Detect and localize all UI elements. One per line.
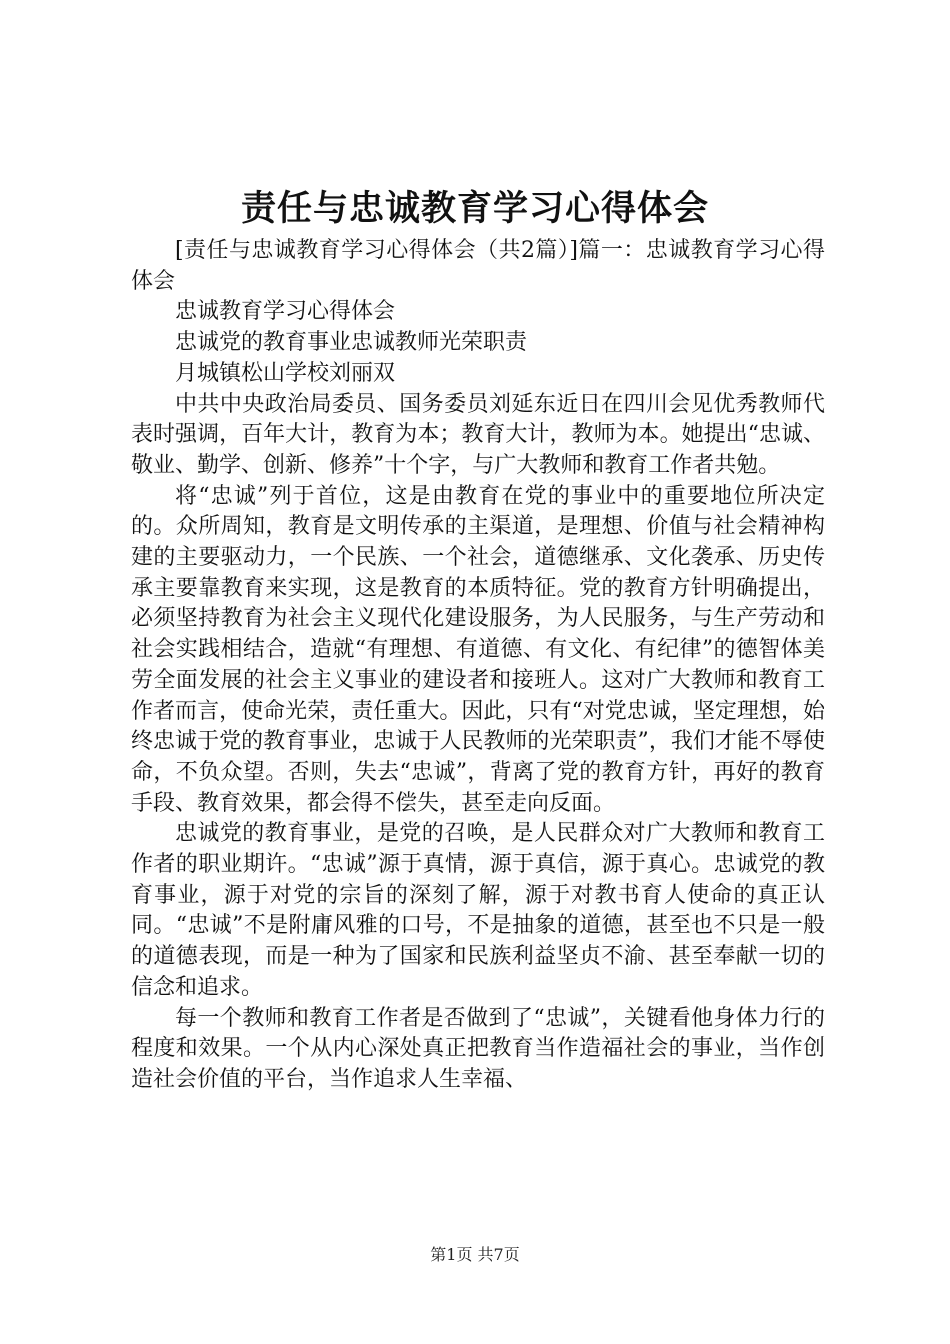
paragraph-body-3: 忠诚党的教育事业，是党的召唤，是人民群众对广大教师和教育工作者的职业期许。“忠诚”源于真情，源于真信，源于真心。忠诚党的教育事业，源于对党的宗旨的深刻了解，源于对教书育人使命的真正认同。“忠诚”不是附庸风雅的口号，不是抽象的道德，甚至也不只是一般的道德表现，而是一种为了国家和民族利益坚贞不渝、甚至奉献一切的信念和追求。 — [131, 821, 825, 1000]
paragraph-author: 月城镇松山学校刘丽双 — [175, 360, 396, 386]
paragraph-body-2: 将“忠诚”列于首位，这是由教育在党的事业中的重要地位所决定的。众所周知，教育是文明传承的主渠道，是理想、价值与社会精神构建的主要驱动力，一个民族、一个社会，道德继承、文化袭承、历史传承主要靠教育来实现，这是教育的本质特征。党的教育方针明确提出，必须坚持教育为社会主义现代化建设服务，为人民服务，与生产劳动和社会实践相结合，造就“有理想、有道德、有文化、有纪律”的德智体美劳全面发展的社会主义事业的建设者和接班人。这对广大教师和教育工作者而言，使命光荣，责任重大。因此，只有“对党忠诚，坚定理想，始终忠诚于党的教育事业，忠诚于人民教师的光荣职责”，我们才能不辱使命，不负众望。否则，失去“忠诚”，背离了党的教育方针，再好的教育手段、教育效果，都会得不偿失，甚至走向反面。 — [131, 483, 825, 816]
paragraph-body-4: 每一个教师和教育工作者是否做到了“忠诚”，关键看他身体力行的程度和效果。一个从内心深处真正把教育当作造福社会的事业，当作创造社会价值的平台，当作追求人生幸福、 — [131, 1005, 825, 1092]
paragraph-intro: [责任与忠诚教育学习心得体会（共2篇）]篇一：忠诚教育学习心得体会 — [131, 238, 825, 294]
page-footer: 第1页 共7页 — [430, 1245, 520, 1264]
paragraph-subtitle: 忠诚教育学习心得体会 — [175, 299, 396, 325]
document-body — [131, 236, 825, 1096]
document-title: 责任与忠诚教育学习心得体会 — [240, 188, 709, 229]
paragraph-heading: 忠诚党的教育事业忠诚教师光荣职责 — [175, 330, 528, 356]
paragraph-body-1: 中共中央政治局委员、国务委员刘延东近日在四川会见优秀教师代表时强调，百年大计，教育为本；教育大计，教师为本。她提出“忠诚、敬业、勤学、创新、修养”十个字，与广大教师和教育工作者共勉。 — [131, 391, 825, 478]
